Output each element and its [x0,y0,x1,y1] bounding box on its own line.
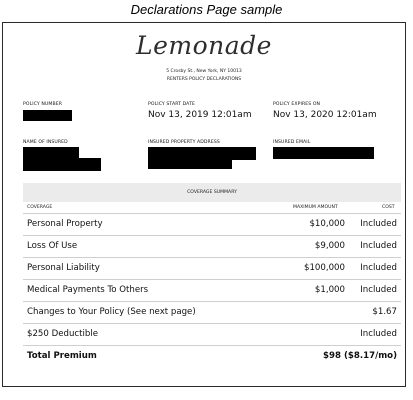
coverage-column-header: COVERAGE [27,205,53,210]
company-address [3,68,405,84]
max-amount: $1,000 [314,285,345,295]
expires-label: POLICY EXPIRES ON [273,102,321,107]
lemonade-logo: Lemonade [136,31,272,60]
start-date-value: Nov 13, 2019 12:01am [148,110,252,120]
cost-column-header: COST [382,205,395,210]
table-row [23,279,401,301]
caption: Declarations Page sample [130,2,283,17]
document-type: RENTERS POLICY DECLARATIONS [166,77,242,82]
coverage-table [23,213,401,367]
redacted-email [273,147,374,159]
cost: Included [360,241,397,251]
max-amount: $9,000 [314,241,345,251]
property-address-label: INSURED PROPERTY ADDRESS [148,140,220,145]
coverage-label: $250 Deductible [27,329,99,339]
max-amount: $100,000 [303,263,345,273]
table-row [23,323,401,345]
table-row [23,257,401,279]
coverage-label: Medical Payments To Others [27,285,149,295]
total-premium-label: Total Premium [27,351,97,361]
address-line: 5 Crosby St., New York, NY 10013 [166,69,242,74]
cost: Included [360,285,397,295]
cost: $1.67 [372,307,397,317]
cost: Included [360,219,397,229]
coverage-label: Personal Property [27,219,103,229]
start-date-label: POLICY START DATE [148,102,195,107]
redacted-address-line2 [148,158,232,169]
max-amount-column-header: MAXIMUM AMOUNT [293,205,338,210]
redacted-name-line2 [23,158,101,171]
coverage-label: Personal Liability [27,263,100,273]
max-amount: $10,000 [309,219,345,229]
coverage-label: Loss Of Use [27,241,78,251]
total-premium-row [23,345,401,367]
policy-number-label: POLICY NUMBER [23,102,63,107]
redacted-policy-number [23,110,72,121]
insured-name-label: NAME OF INSURED [23,140,68,145]
table-row [23,213,401,235]
insured-email-label: INSURED EMAIL [273,140,311,145]
total-premium-value: $98 ($8.17/mo) [323,351,397,361]
table-row [23,301,401,323]
expires-value: Nov 13, 2020 12:01am [273,110,377,120]
coverage-label: Changes to Your Policy (See next page) [27,307,196,317]
cost: Included [360,263,397,273]
table-row [23,235,401,257]
declarations-page [2,22,406,387]
coverage-summary-header: COVERAGE SUMMARY [23,183,401,202]
cost: Included [360,329,397,339]
